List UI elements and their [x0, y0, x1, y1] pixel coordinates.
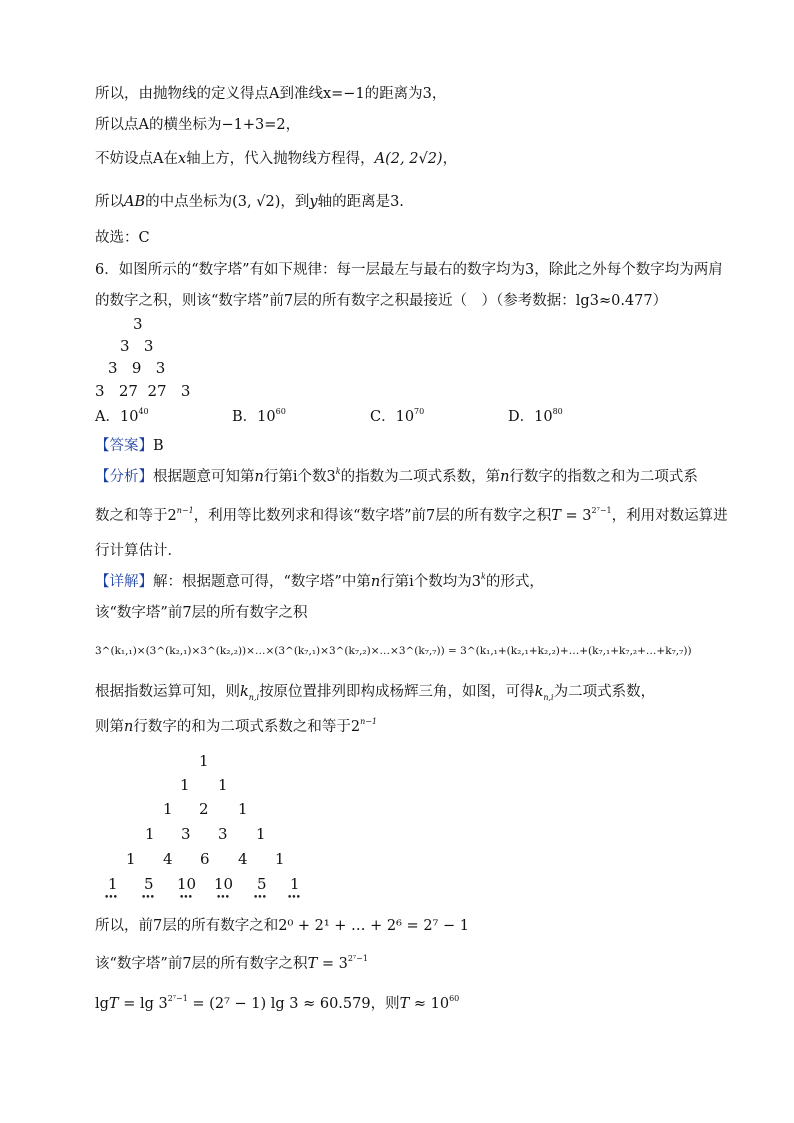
detail-line-4: 根据指数运算可知，则$k_{n,i}$按原位置排列即构成杨辉三角，如图，可得$k_{n,i}$为二项式系数， — [95, 684, 656, 702]
pascal-row-1: 1 — [199, 752, 209, 770]
pascal-row-5b: 4 — [163, 850, 173, 868]
answer-line: 【答案】B — [95, 438, 164, 454]
solution-line-4: 所以AB的中点坐标为(3, √2)，到y轴的距离是3. — [95, 194, 404, 210]
solution-choice: 故选：C — [95, 230, 150, 246]
analysis-line-1: 【分析】根据题意可知第n行第i个数3$^k$的指数为二项式系数，第n行数字的指数之和为二项式系 — [95, 467, 698, 485]
option-b: B．$10^{60}$ — [232, 407, 286, 425]
pascal-row-6a: 1 — [108, 875, 118, 893]
answer-tag: 【答案】 — [95, 438, 153, 454]
tower-row-1: 3 — [133, 315, 143, 333]
option-d: D．$10^{80}$ — [508, 407, 563, 425]
pascal-row-2: 1 — [180, 776, 190, 794]
pascal-row-5c: 6 — [200, 850, 210, 868]
sum-formula: 2⁰ + 2¹ + … + 2⁶ = 2⁷ − 1 — [278, 918, 469, 934]
solution-line-2: 所以点A的横坐标为−1+3=2， — [95, 117, 301, 133]
ellipsis-dots: ••• — [216, 893, 229, 903]
solution-line-1: 所以，由抛物线的定义得点A到准线x=−1的距离为3， — [95, 86, 447, 102]
pascal-row-2b: 1 — [218, 776, 228, 794]
question-6-line-1: 6．如图所示的“数字塔”有如下规律：每一层最左与最右的数字均为3，除此之外每个数字均为两肩 — [95, 262, 723, 278]
pascal-row-3c: 1 — [238, 800, 248, 818]
product-formula: 3^(k₁,₁)×(3^(k₂,₁)×3^(k₂,₂))×…×(3^(k₇,₁)×3^(k₇,₂)×…×3^(k₇,₇)) = 3^(k₁,₁+(k₂,₁+k₂,₂)+…+(k₇,₁+k₇,₂+…+k₇,₇)) — [95, 645, 692, 657]
detail-tag: 【详解】 — [95, 574, 153, 590]
pascal-row-6d: 10 — [214, 875, 234, 893]
pascal-row-6b: 5 — [144, 875, 154, 893]
solution-line-3: 不妨设点A在x轴上方，代入抛物线方程得，A(2, 2√2)， — [95, 151, 458, 167]
pascal-row-4d: 1 — [256, 825, 266, 843]
pascal-row-4a: 1 — [145, 825, 155, 843]
conclusion-line-1: 所以，前7层的所有数字之和2⁰ + 2¹ + … + 2⁶ = 2⁷ − 1 — [95, 918, 469, 934]
pascal-row-6e: 5 — [257, 875, 267, 893]
tower-row-3: 3 9 3 — [108, 359, 166, 377]
pascal-row-5e: 1 — [275, 850, 285, 868]
analysis-tag: 【分析】 — [95, 469, 153, 485]
ellipsis-dots: ••• — [104, 893, 117, 903]
ellipsis-dots: ••• — [141, 893, 154, 903]
pascal-row-4c: 3 — [218, 825, 228, 843]
pascal-row-6f: 1 — [290, 875, 300, 893]
analysis-line-2: 数之和等于$2^{n-1}$，利用等比数列求和得该“数字塔”前7层的所有数字之积$T = 3^{2^7-1}$，利用对数运算进 — [95, 506, 728, 524]
conclusion-line-3: $\lg T = \lg 3^{2^7-1} = (2^7 - 1)$ lg 3 ≈ 60.579，则$T \approx 10^{60}$ — [95, 994, 460, 1012]
conclusion-line-2: 该“数字塔”前7层的所有数字之积$T = 3^{2^7-1}$ — [95, 954, 368, 972]
analysis-line-3: 行计算估计． — [95, 543, 182, 559]
tower-row-4: 3 27 27 3 — [95, 382, 191, 400]
tower-row-2: 3 3 — [120, 337, 154, 355]
question-6-line-2: 的数字之积，则该“数字塔”前7层的所有数字之积最接近（ ）（参考数据：lg3≈0.477） — [95, 293, 668, 309]
pascal-row-3b: 2 — [199, 800, 209, 818]
point-a-coords: A(2, 2√2) — [374, 151, 443, 167]
detail-line-5: 则第n行数字的和为二项式系数之和等于$2^{n-1}$ — [95, 717, 378, 735]
detail-line-1: 【详解】解：根据题意可得，“数字塔”中第n行第i个数均为3$^k$的形式， — [95, 572, 544, 590]
pascal-row-3a: 1 — [163, 800, 173, 818]
pascal-row-6c: 10 — [177, 875, 197, 893]
midpoint-coords: (3, √2) — [232, 194, 281, 210]
ellipsis-dots: ••• — [179, 893, 192, 903]
pascal-row-4b: 3 — [181, 825, 191, 843]
detail-line-2: 该“数字塔”前7层的所有数字之积 — [95, 605, 308, 621]
pascal-row-5d: 4 — [238, 850, 248, 868]
ellipsis-dots: ••• — [253, 893, 266, 903]
pascal-row-5a: 1 — [126, 850, 136, 868]
option-c: C．$10^{70}$ — [370, 407, 425, 425]
ellipsis-dots: ••• — [287, 893, 300, 903]
option-a: A．$10^{40}$ — [95, 407, 149, 425]
